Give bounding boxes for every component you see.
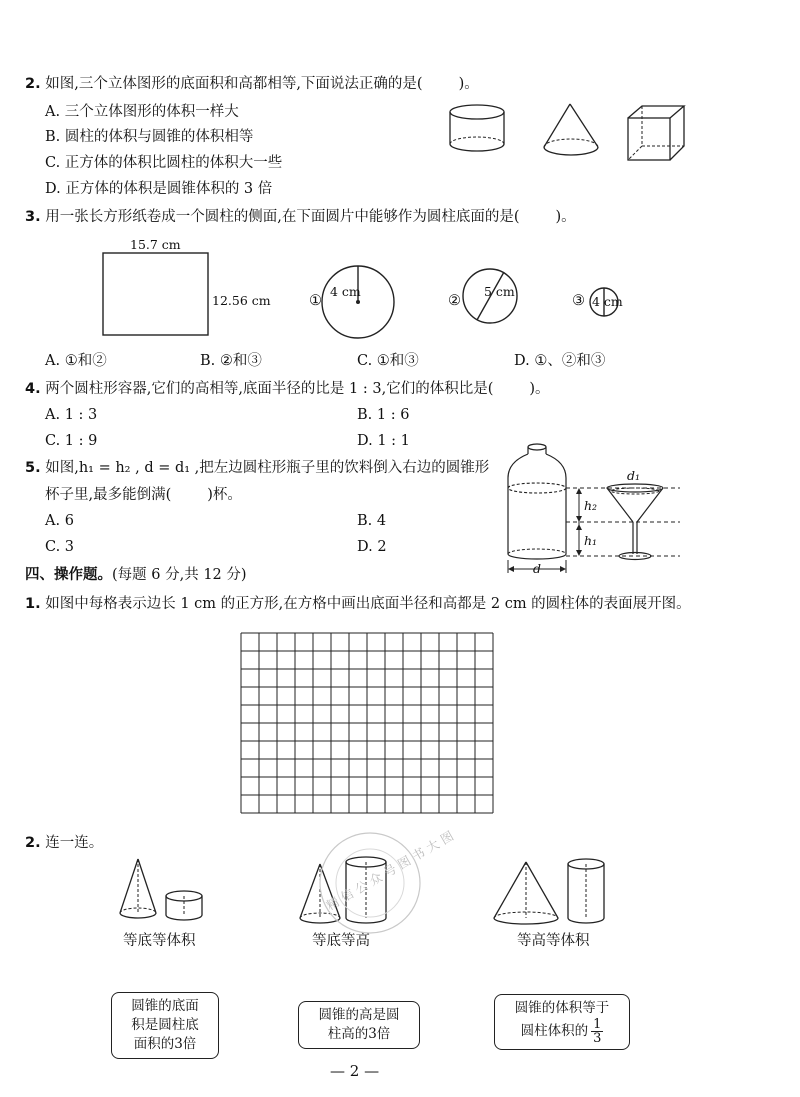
q5-stem-line1 (25, 459, 489, 477)
q3-circle2-label: 5 cm (484, 284, 515, 299)
q3-circle3-label: 4 cm (592, 294, 623, 309)
op2-box2-line1: 圆锥的高是圆 (318, 1007, 400, 1023)
watermark-text: 精 信 公 众 号 图 书 大 图 (323, 827, 457, 914)
q5-option-a[interactable]: A. 6 (45, 513, 74, 529)
q5-number: 5. (25, 460, 41, 476)
op2-box1[interactable] (111, 992, 219, 1059)
fraction-numerator: 1 (593, 1017, 602, 1032)
op2-box1-line1: 圆锥的底面 (131, 998, 199, 1014)
q5-option-d[interactable]: D. 2 (357, 539, 387, 555)
q3-circle1-label: 4 cm (330, 284, 361, 299)
section4-title: 四、操作题。 (25, 567, 112, 583)
q3-paren-close: )。 (555, 209, 576, 225)
op2-caption2: 等底等高 (312, 933, 370, 949)
q5-d1-label: d₁ (627, 468, 641, 483)
q3-circle1-mark: ① (309, 293, 322, 309)
q2-number: 2. (25, 76, 41, 92)
q2-stem: 如图,三个立体图形的底面积和高都相等,下面说法正确的是( (45, 76, 423, 92)
op2-number: 2. (25, 835, 41, 851)
q3-option-c[interactable]: C. ①和③ (357, 353, 419, 369)
op2-figure1[interactable] (112, 855, 212, 925)
drawing-grid[interactable] (240, 632, 492, 814)
q4-option-d[interactable]: D. 1 : 1 (357, 433, 410, 449)
q4-paren-close: )。 (529, 381, 550, 397)
q3-paper-rectangle (100, 250, 212, 340)
op2-box1-line3: 面积的3倍 (133, 1036, 197, 1052)
q5-h2-label: h₂ (584, 498, 598, 513)
q3-option-a[interactable]: A. ①和② (45, 353, 107, 369)
op2-box3[interactable] (494, 994, 630, 1050)
q2-option-b[interactable]: B. 圆柱的体积与圆锥的体积相等 (45, 129, 254, 145)
q5-option-b[interactable]: B. 4 (357, 513, 387, 529)
op2-box2[interactable] (298, 1001, 420, 1049)
q3-option-d[interactable]: D. ①、②和③ (514, 353, 606, 369)
section4-note: (每题 6 分,共 12 分) (112, 567, 247, 583)
q3-stem: 用一张长方形纸卷成一个圆柱的侧面,在下面圆片中能够作为圆柱底面的是( (45, 209, 520, 225)
op1-line (25, 595, 691, 613)
op2-text: 连一连。 (45, 835, 104, 851)
q3-option-b[interactable]: B. ②和③ (200, 353, 262, 369)
op1-text: 如图中每格表示边长 1 cm 的正方形,在方格中画出底面半径和高都是 2 cm 的圆柱体的表面展开图。 (45, 596, 691, 612)
op2-figure3[interactable] (488, 852, 618, 928)
op2-box3-line2 (503, 1018, 621, 1045)
q5-stem-1: 如图,h₁ = h₂ , d = d₁ ,把左边圆柱形瓶子里的饮料倒入右边的圆锥形 (45, 460, 490, 476)
q5-option-c[interactable]: C. 3 (45, 539, 75, 555)
page-number: — 2 — (330, 1062, 380, 1080)
q2-cone-figure (538, 100, 608, 165)
q4-stem: 两个圆柱形容器,它们的高相等,底面半径的比是 1 : 3,它们的体积比是( (45, 381, 494, 397)
q4-stem-line (25, 380, 550, 398)
q2-stem-line (25, 75, 479, 93)
q3-circle1[interactable] (320, 264, 400, 344)
q3-rect-width-label: 15.7 cm (130, 237, 181, 252)
q5-stem-2-end: )杯。 (207, 487, 242, 503)
op2-caption1: 等底等体积 (123, 933, 196, 949)
one-third-fraction (591, 1018, 603, 1045)
q3-circle3-mark: ③ (572, 293, 585, 309)
q3-rect-height-label: 12.56 cm (212, 293, 271, 308)
q5-d-label: d (533, 561, 542, 576)
q2-option-c[interactable]: C. 正方体的体积比圆柱的体积大一些 (45, 155, 283, 171)
op2-box1-line2: 积是圆柱底 (131, 1017, 199, 1033)
op2-line (25, 834, 103, 852)
q4-option-c[interactable]: C. 1 : 9 (45, 433, 98, 449)
q2-paren-close: )。 (458, 76, 479, 92)
section4-heading (25, 566, 247, 584)
q4-number: 4. (25, 381, 41, 397)
q5-h1-label: h₁ (584, 533, 598, 548)
q5-stem-line2 (45, 486, 242, 504)
q4-option-a[interactable]: A. 1 : 3 (45, 407, 98, 423)
q3-circle2-mark: ② (448, 293, 461, 309)
op1-number: 1. (25, 596, 41, 612)
op2-caption3: 等高等体积 (517, 933, 590, 949)
op2-box3-line2-text: 圆柱体积的 (520, 1023, 589, 1039)
q3-stem-line (25, 208, 576, 226)
q2-option-d[interactable]: D. 正方体的体积是圆锥体积的 3 倍 (45, 181, 273, 197)
q2-cylinder-figure (440, 98, 520, 163)
q2-cube-figure (622, 100, 692, 165)
q3-number: 3. (25, 209, 41, 225)
q5-bottle-and-glass-figure (500, 440, 700, 580)
q2-option-a[interactable]: A. 三个立体图形的体积一样大 (45, 104, 239, 120)
op2-box2-line2: 柱高的3倍 (327, 1026, 391, 1042)
q5-stem-2: 杯子里,最多能倒满( (45, 487, 172, 503)
q4-option-b[interactable]: B. 1 : 6 (357, 407, 410, 423)
op2-box3-line1: 圆锥的体积等于 (514, 1000, 610, 1016)
fraction-denominator: 3 (593, 1031, 602, 1046)
